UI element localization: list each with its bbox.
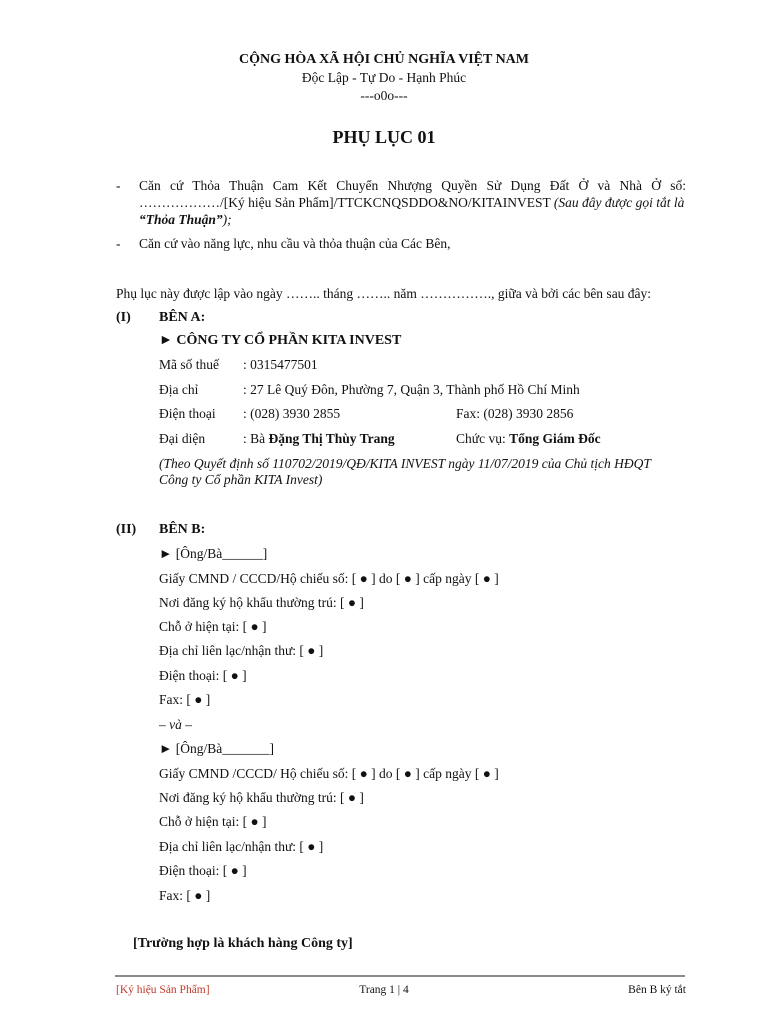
party-b2-mailing-address: Địa chỉ liên lạc/nhận thư: [ ● ] [159, 839, 324, 854]
fax-value: Fax: (028) 3930 2856 [456, 406, 574, 421]
party-b1-mailing-address: Địa chỉ liên lạc/nhận thư: [ ● ] [159, 643, 324, 658]
authorization-note-line-1: (Theo Quyết định số 110702/2019/QĐ/KITA INVEST ngày 11/07/2019 của Chủ tịch HĐQT [159, 456, 651, 471]
footer-initials: Bên B ký tắt [628, 984, 686, 996]
position [456, 431, 601, 447]
motto: Độc Lập - Tự Do - Hạnh Phúc [301, 70, 467, 85]
phone-value: : (028) 3930 2855 [243, 406, 341, 421]
nation-title: CỘNG HÒA XÃ HỘI CHỦ NGHĨA VIỆT NAM [238, 52, 529, 67]
basis-line-2 [139, 195, 684, 211]
intro-text: Phụ lục này được lập vào ngày …….. tháng …….. năm ……………., giữa và bởi các bên sau đây: [116, 286, 652, 301]
representative-label: Đại diện [159, 431, 206, 446]
party-b2-id: Giấy CMND /CCCD/ Hộ chiếu số: [ ● ] do [ ● ] cấp ngày [ ● ] [159, 766, 499, 781]
tax-label: Mã số thuế [159, 357, 219, 372]
position-label: Chức vụ: [456, 431, 510, 446]
footer-rule [115, 975, 685, 977]
party-b1-id: Giấy CMND / CCCD/Hộ chiếu số: [ ● ] do [ ● ] cấp ngày [ ● ] [159, 571, 499, 586]
party-b1-registered-address: Nơi đăng ký hộ khẩu thường trú: [ ● ] [159, 595, 364, 610]
bullet-dash: - [116, 236, 121, 251]
party-b2-phone: Điện thoại: [ ● ] [159, 863, 247, 878]
party-b2-current-address: Chỗ ở hiện tại: [ ● ] [159, 814, 267, 829]
tax-value: : 0315477501 [243, 357, 318, 372]
address-label: Địa chỉ [159, 382, 199, 397]
address-value: : 27 Lê Quý Đôn, Phường 7, Quận 3, Thành phố Hồ Chí Minh [243, 382, 580, 397]
company-case-heading: [Trường hợp là khách hàng Công ty] [133, 936, 353, 951]
party-b1-fax: Fax: [ ● ] [159, 692, 211, 707]
agreement-alias-end: ); [222, 212, 232, 227]
representative-value [243, 431, 395, 447]
footer-page-number: Trang 1 | 4 [359, 984, 409, 996]
agreement-alias: “Thỏa Thuận” [139, 212, 223, 227]
authorization-note-line-2: Công ty Cổ phần KITA Invest) [159, 472, 323, 487]
agreement-number: ………………/[Ký hiệu Sản Phẩm]/TTCKCNQSDDO&NO/KITAINVEST [139, 195, 554, 210]
party-a-company: ► CÔNG TY CỔ PHẦN KITA INVEST [159, 333, 402, 348]
phone-label: Điện thoại [159, 406, 216, 421]
representative-name: Đặng Thị Thùy Trang [268, 431, 395, 446]
party-b1-phone: Điện thoại: [ ● ] [159, 668, 247, 683]
basis-line-1: Căn cứ Thỏa Thuận Cam Kết Chuyển Nhượng Quyền Sử Dụng Đất Ở và Nhà Ở số: [139, 178, 686, 193]
agreement-alias-note: (Sau đây được gọi tắt là [553, 195, 685, 210]
party-a-number: (I) [116, 310, 131, 325]
basis-line-3 [139, 212, 232, 228]
page-title: PHỤ LỤC 01 [332, 127, 436, 147]
and-separator: – và – [159, 717, 192, 732]
party-b1-name: ► [Ông/Bà______] [159, 546, 268, 561]
party-b2-fax: Fax: [ ● ] [159, 888, 211, 903]
basis-line-4: Căn cứ vào năng lực, nhu cầu và thỏa thuận của Các Bên, [139, 236, 451, 251]
position-value: Tổng Giám Đốc [509, 431, 601, 446]
party-a-heading: BÊN A: [159, 310, 206, 325]
bullet-dash: - [116, 178, 121, 193]
party-b2-name: ► [Ông/Bà_______] [159, 741, 274, 756]
footer-product-code: [Ký hiệu Sản Phẩm] [116, 984, 210, 996]
party-b-heading: BÊN B: [159, 522, 206, 537]
representative-prefix: : Bà [243, 431, 269, 446]
header-divider: ---o0o--- [360, 88, 408, 103]
party-b1-current-address: Chỗ ở hiện tại: [ ● ] [159, 619, 267, 634]
party-b-number: (II) [116, 522, 137, 537]
party-b2-registered-address: Nơi đăng ký hộ khẩu thường trú: [ ● ] [159, 790, 364, 805]
